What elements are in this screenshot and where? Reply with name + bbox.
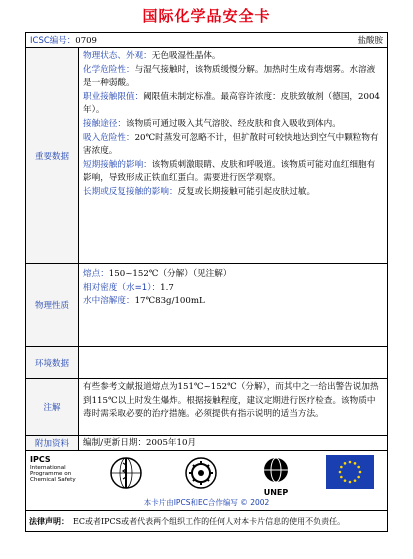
ipcs-logo: IPCS International Programme on Chemical Safety	[30, 455, 76, 484]
item-relative-density: 相对密度（水=1）：1.7	[83, 282, 174, 293]
additional-info-label: 附加资料	[26, 436, 79, 450]
physical-properties-row	[26, 264, 387, 347]
eu-star-icon	[340, 466, 343, 469]
logos-caption: 本卡片由IPCS和EC合作编写 © 2002	[143, 498, 270, 507]
physical-properties-content	[79, 264, 387, 346]
notes-row	[26, 379, 387, 436]
item-inhalation-risk: 吸入危险性：20℃时蒸发可忽略不计，但扩散时可较快地达到空气中颗粒物有害浓度。	[83, 132, 379, 157]
legal-label: 法律声明：	[29, 515, 69, 526]
header-row	[26, 33, 387, 48]
logos-row	[26, 451, 387, 511]
chemical-name: 盐酸胺	[357, 36, 383, 46]
icsc-id	[30, 34, 97, 46]
eu-star-icon	[340, 476, 343, 479]
icsc-number: 0709	[75, 36, 97, 46]
eu-star-icon	[359, 471, 362, 474]
eu-star-icon	[354, 462, 357, 465]
item-long-term-effects: 长期或反复接触的影响：反复或长期接触可能引起皮肤过敏。	[83, 186, 316, 197]
card-frame	[25, 32, 388, 532]
eu-star-icon	[349, 481, 352, 484]
additional-info-row	[26, 436, 387, 451]
unep-text: UNEP	[263, 488, 289, 497]
eu-star-icon	[349, 461, 352, 464]
eu-star-icon	[344, 462, 347, 465]
item-exposure-limits: 职业接触限值：阈限值未制定标准。最高容许浓度：皮肤致敏剂（德国，2004年）。	[83, 91, 380, 116]
physical-properties-label: 物理性质	[26, 264, 79, 346]
item-melting-point: 熔点：150~152℃（分解）（见注解）	[83, 269, 232, 279]
item-water-solubility: 水中溶解度：17℃83g/100mL	[83, 296, 205, 307]
important-data-row	[26, 48, 387, 264]
item-exposure-routes: 接触途径：该物质可通过吸入其气溶胶、经皮肤和食入吸收到体内。	[83, 118, 341, 129]
eu-flag-icon	[326, 455, 374, 489]
important-data-content	[79, 48, 387, 263]
ilo-emblem-icon	[181, 455, 221, 491]
item-chemical-hazard: 化学危险性：与湿气接触时，该物质缓慢分解。加热时生成有毒烟雾。水溶液是一种弱酸。	[83, 64, 376, 89]
legal-text: EC或者IPCS或者代表两个组织工作的任何人对本卡片信息的使用不负责任。	[73, 516, 346, 526]
eu-star-icon	[357, 466, 360, 469]
card-title: 国际化学品安全卡	[142, 7, 271, 25]
logos-area	[26, 451, 387, 510]
additional-info-content: 编制/更新日期：2005年10月	[83, 438, 197, 448]
icsc-label: ICSC编号：	[30, 36, 76, 46]
eu-star-icon	[339, 471, 342, 474]
notes-label: 注解	[26, 379, 79, 435]
legal-row	[26, 511, 387, 531]
environmental-data-label: 环境数据	[26, 347, 79, 378]
environmental-data-content	[79, 347, 387, 378]
eu-star-icon	[354, 479, 357, 482]
important-data-label: 重要数据	[26, 48, 79, 263]
environmental-data-row	[26, 347, 387, 379]
unep-emblem-icon	[258, 455, 294, 499]
eu-star-icon	[357, 476, 360, 479]
who-emblem-icon	[106, 455, 146, 491]
notes-content: 有些参考文献报道熔点为151℃~152℃（分解），而其中之一给出警告说加热到115℃以上时发生爆炸。根据接触程度，建议定期进行医疗检查。该物质中毒时需采取必要的治疗措施。必须提供有指示说明的适当方法。	[83, 382, 379, 420]
item-short-term-effects: 短期接触的影响：该物质刺激眼睛、皮肤和呼吸道。该物质可能对血红细胞有影响，导致形成正铁血红蛋白。需要进行医学观察。	[83, 159, 376, 184]
eu-star-icon	[344, 479, 347, 482]
item-appearance: 物理状态、外观：无色吸湿性晶体。	[83, 51, 221, 61]
